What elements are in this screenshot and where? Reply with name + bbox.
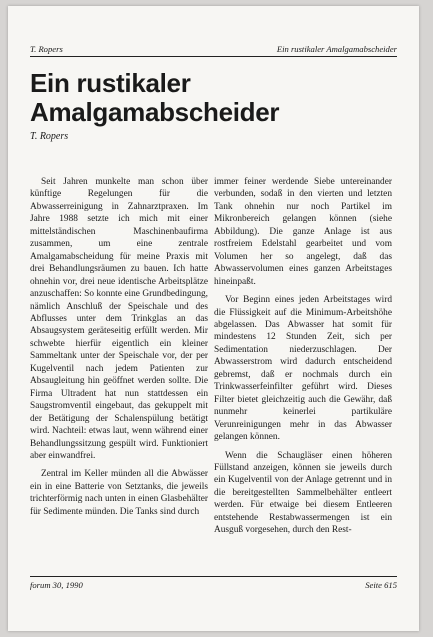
paragraph: Vor Beginn eines jeden Arbeitstages wird die Flüssigkeit auf die Minimum-Arbeitshöhe abgelassen. Das Abwasser hat somit für mindestens 12 Stunden Zeit, sich per Sedimentation niederzuschlagen. Der Abwasserstrom wird dadurch entscheidend gebremst, daß er nochmals durch ein Trinkwasserfeinfilter geführt wird. Dieses Filter bietet gleichzeitig auch die Gewähr, daß nunmehr keinerlei partikuläre Verunreinigungen mehr in das Abwasser gelangen können.	[214, 295, 392, 443]
paragraph: Seit Jahren munkelte man schon über künftige Regelungen für die Abwasserreinigung in Zahnarztpraxen. Im Jahre 1988 setzte ich mich mit einer mittelständischen Maschinenbaufirma zusammen, um eine zentrale Amalgamabscheidung für meine Praxis mit drei Behandlungsräumen zu bauen. Ich hatte ohnehin vor, drei neue identische Arbeitsplätze anzuschaffen: So konnte eine Grundbedingung, nämlich Anschluß der Speischale und des Abflusses unter dem Trinkglas an das Absaugsystem geräteseitig erfüllt werden. Mir schwebte hierfür eigentlich ein kleiner Sammeltank unter der Speischale vor, der per Kugelventil nach jedem Patienten zur Absaugleitung hin geöffnet werden sollte. Die Firma Ultradent hat nun stattdessen ein Saugstromventil eingebaut, das gekuppelt mit der Betätigung der Schalenspülung betätigt wird. Nachteil: etwas laut, wenn während einer Behandlungssitzung gespült wird. Funktioniert aber einwandfrei.	[30, 177, 208, 461]
paragraph: Zentral im Keller münden all die Abwässer ein in eine Batterie von Setztanks, die jeweils trichterförmig nach unten in einen Glasbehälter für Sedimente münden. Die Tanks sind durch	[30, 469, 208, 517]
title-line-2: Amalgamabscheider	[30, 97, 280, 127]
footer-journal: forum 30, 1990	[30, 580, 83, 590]
article-byline: T. Ropers	[30, 131, 69, 142]
footer-page-number: Seite 615	[365, 580, 397, 590]
paragraph: immer feiner werdende Siebe untereinander verbunden, sodaß in den vierten und letzten Tank ohnehin nur noch Partikel im Mikronbereich gelangen können (siehe Abbildung). Die ganze Anlage ist aus rostfreiem Edelstahl gearbeitet und vom Volumen her so angelegt, daß das Abwasservolumen eines ganzen Arbeitstages hineinpaßt.	[214, 177, 392, 287]
running-header	[30, 44, 397, 57]
article-title	[30, 69, 279, 127]
document-page	[8, 6, 419, 631]
header-author: T. Ropers	[30, 44, 63, 54]
header-title: Ein rustikaler Amalgamabscheider	[276, 44, 397, 54]
left-column	[30, 176, 208, 518]
running-footer	[30, 576, 397, 590]
right-column	[214, 176, 392, 537]
paragraph: Wenn die Schaugläser einen höheren Füllstand anzeigen, können sie jeweils durch ein Kugelventil von der Anlage getrennt und in die bereitgestellten Sammelbehälter entleert werden. Für etwaige bei diesem Entleeren entstehende Restabwassermengen ist ein Ausguß vorgesehen, durch den Rest-	[214, 450, 392, 536]
title-line-1: Ein rustikaler	[30, 68, 191, 98]
